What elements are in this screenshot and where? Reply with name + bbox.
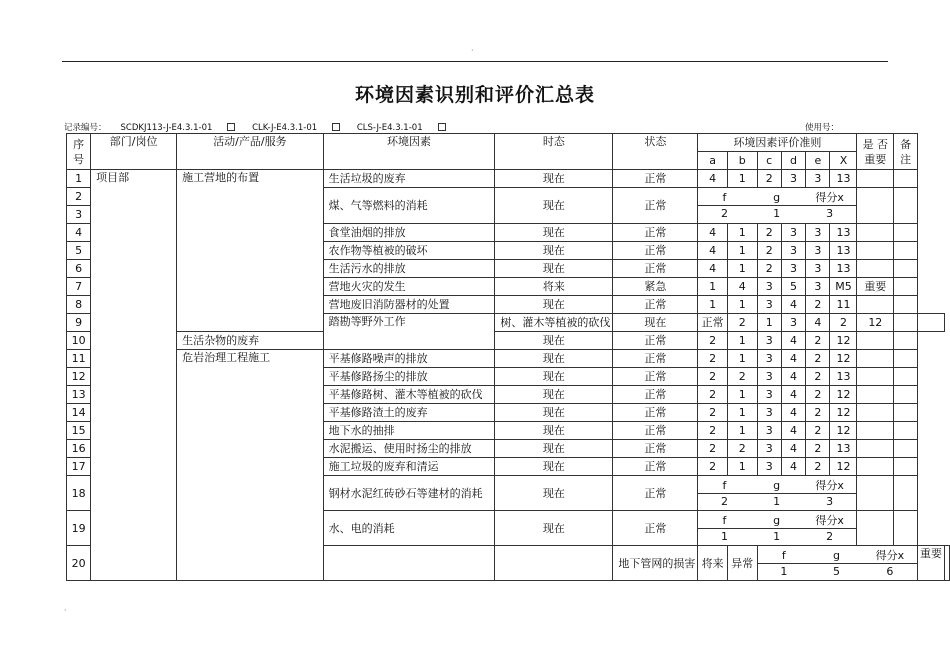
score-value: 3: [826, 207, 834, 220]
score-c: 3: [757, 368, 781, 386]
state: 正常: [613, 476, 698, 511]
environmental-factor: 煤、气等燃料的消耗: [323, 188, 495, 224]
state: 正常: [613, 170, 698, 188]
importance: 重要: [857, 278, 894, 296]
header-seq: 序 号: [67, 134, 91, 170]
row-number: 7: [67, 278, 91, 296]
score-a: 2: [698, 368, 728, 386]
score-b: 1: [757, 314, 781, 332]
row-number: 19: [67, 511, 91, 546]
importance: [857, 332, 894, 350]
score-a: 2: [698, 422, 728, 440]
activity-field-survey: 踏勘等野外工作: [323, 314, 495, 350]
importance: [857, 296, 894, 314]
environmental-factor: 生活垃圾的废弃: [323, 170, 495, 188]
score-d: 4: [781, 332, 805, 350]
g-label: g: [810, 548, 863, 564]
score-value: 2: [826, 529, 834, 543]
note: [894, 440, 918, 458]
score-x: 12: [830, 404, 857, 422]
note: [894, 386, 918, 404]
tense: 现在: [495, 260, 613, 278]
score-a: 2: [698, 386, 728, 404]
score-x: 12: [830, 386, 857, 404]
score-b: 1: [727, 350, 757, 368]
score-label: 得分x: [803, 478, 857, 494]
score-c: 2: [757, 170, 781, 188]
environmental-factor: 食堂油烟的排放: [323, 224, 495, 242]
f-label: f: [698, 513, 750, 529]
note: [894, 224, 918, 242]
state: 正常: [613, 188, 698, 224]
score-e: 2: [806, 404, 830, 422]
g-value: 1: [773, 529, 781, 543]
score-d: 4: [781, 458, 805, 476]
tense: 现在: [495, 224, 613, 242]
importance: [894, 314, 918, 332]
score-d: 4: [781, 368, 805, 386]
score-x: 13: [830, 260, 857, 278]
row-number: 9: [67, 314, 91, 332]
tense: 现在: [495, 440, 613, 458]
table-row: [67, 170, 950, 188]
score-b: 4: [727, 278, 757, 296]
header-a: a: [698, 152, 728, 170]
tense: 现在: [495, 422, 613, 440]
header-note: 备 注: [894, 134, 918, 170]
score-e: 2: [806, 422, 830, 440]
score-x: 13: [830, 242, 857, 260]
importance: [857, 224, 894, 242]
tense: 现在: [495, 242, 613, 260]
score-x: 13: [830, 440, 857, 458]
note: [894, 476, 918, 511]
g-value: 1: [773, 207, 781, 220]
score-a: 2: [698, 350, 728, 368]
score-label: 得分x: [803, 190, 857, 206]
score-a: 4: [698, 242, 728, 260]
note: [945, 546, 950, 581]
score-e: 3: [806, 260, 830, 278]
score-c: 3: [757, 458, 781, 476]
tense: 现在: [495, 404, 613, 422]
score-d: 3: [781, 224, 805, 242]
score-e: 3: [806, 170, 830, 188]
note: [894, 422, 918, 440]
score-e: 2: [806, 440, 830, 458]
importance: [857, 440, 894, 458]
importance: 重要: [918, 546, 945, 581]
tense: 现在: [495, 170, 613, 188]
score-e: 3: [806, 278, 830, 296]
row-number: 20: [67, 546, 91, 581]
score-e: 3: [806, 224, 830, 242]
environmental-factor: 水、电的消耗: [323, 511, 495, 546]
score-e: 2: [806, 386, 830, 404]
f-value: 1: [720, 529, 728, 543]
score-x: 13: [830, 368, 857, 386]
record-code-3: CLS-J-E4.3.1-01: [356, 123, 423, 133]
note: [894, 188, 918, 224]
tense: 将来: [495, 278, 613, 296]
importance: [857, 476, 894, 511]
score-e: 2: [806, 296, 830, 314]
note: [894, 170, 918, 188]
environmental-factor: 地下管网的损害: [613, 546, 698, 581]
row-number: 8: [67, 296, 91, 314]
tense: 现在: [495, 476, 613, 511]
row-number: 10: [67, 332, 91, 350]
score-d: 4: [781, 350, 805, 368]
score-a: 1: [698, 296, 728, 314]
state: 正常: [698, 314, 728, 332]
score-d: 4: [781, 386, 805, 404]
score-c: 2: [757, 242, 781, 260]
row-number: 3: [67, 206, 91, 224]
row-number: 17: [67, 458, 91, 476]
state: 正常: [613, 422, 698, 440]
note: [894, 260, 918, 278]
score-c: 3: [757, 440, 781, 458]
fg-score-table: [758, 548, 917, 579]
score-b: 1: [727, 386, 757, 404]
row-number: 14: [67, 404, 91, 422]
fg-score-cell: [698, 188, 857, 224]
score-a: 4: [698, 260, 728, 278]
score-a: 2: [698, 332, 728, 350]
activity-rock-treatment: 危岩治理工程施工: [177, 350, 324, 581]
checkbox-icon: [438, 123, 446, 131]
environmental-factor: 树、灌木等植被的砍伐: [495, 314, 613, 332]
row-number: 5: [67, 242, 91, 260]
importance: [857, 368, 894, 386]
activity-empty: [495, 546, 613, 581]
score-label: 得分x: [863, 548, 917, 564]
score-x: 12: [830, 458, 857, 476]
importance: [857, 386, 894, 404]
summary-table: [66, 133, 950, 581]
row-number: 13: [67, 386, 91, 404]
environmental-factor: 生活杂物的废弃: [177, 332, 324, 350]
fg-score-cell: [698, 476, 857, 511]
row-number: 11: [67, 350, 91, 368]
header-e: e: [806, 152, 830, 170]
score-a: 1: [698, 278, 728, 296]
department-cell: 项目部: [91, 170, 177, 581]
score-e: 2: [806, 458, 830, 476]
environmental-factor: 施工垃圾的废弃和清运: [323, 458, 495, 476]
header-d: d: [781, 152, 805, 170]
state: 正常: [613, 404, 698, 422]
importance: [857, 242, 894, 260]
score-b: 1: [727, 260, 757, 278]
note: [894, 350, 918, 368]
tense: 现在: [495, 386, 613, 404]
environmental-factor: 平基修路渣土的废弃: [323, 404, 495, 422]
row-number: 15: [67, 422, 91, 440]
environmental-factor: 农作物等植被的破坏: [323, 242, 495, 260]
score-b: 2: [727, 440, 757, 458]
environmental-factor: 营地废旧消防器材的处置: [323, 296, 495, 314]
note: [894, 368, 918, 386]
score-x: 12: [830, 350, 857, 368]
score-a: 2: [698, 458, 728, 476]
state: 正常: [613, 440, 698, 458]
header-activity: 活动/产品/服务: [177, 134, 324, 170]
score-b: 1: [727, 242, 757, 260]
score-x: 13: [830, 170, 857, 188]
header-state: 状态: [613, 134, 698, 170]
g-value: 5: [832, 564, 840, 578]
f-label: f: [698, 190, 750, 206]
importance: [857, 260, 894, 278]
row-number: 18: [67, 476, 91, 511]
f-label: f: [758, 548, 811, 564]
header-x: X: [830, 152, 857, 170]
fg-score-table: [698, 513, 856, 544]
score-c: 3: [757, 386, 781, 404]
record-number-line: [64, 121, 460, 133]
tense: 现在: [495, 350, 613, 368]
row-number: 2: [67, 188, 91, 206]
state: 正常: [613, 260, 698, 278]
f-value: 2: [720, 207, 728, 220]
header-important: 是 否 重要: [857, 134, 894, 170]
department-empty: [323, 546, 495, 581]
environmental-factor: 生活污水的排放: [323, 260, 495, 278]
activity-camp-layout: 施工营地的布置: [177, 170, 324, 332]
row-number: 16: [67, 440, 91, 458]
score-e: 3: [806, 242, 830, 260]
score-x: 13: [830, 224, 857, 242]
environmental-factor: 平基修路扬尘的排放: [323, 368, 495, 386]
f-value: 2: [720, 494, 728, 508]
score-a: 2: [698, 440, 728, 458]
score-b: 1: [727, 332, 757, 350]
top-mark: ·: [471, 46, 474, 55]
score-a: 2: [698, 404, 728, 422]
checkbox-icon: [332, 123, 340, 131]
note: [894, 458, 918, 476]
state: 正常: [613, 242, 698, 260]
environmental-factor: 钢材水泥红砖砂石等建材的消耗: [323, 476, 495, 511]
score-e: 2: [806, 332, 830, 350]
score-b: 1: [727, 296, 757, 314]
header-c: c: [757, 152, 781, 170]
top-rule: [62, 61, 888, 62]
g-label: g: [751, 478, 803, 494]
state: 正常: [613, 386, 698, 404]
bottom-mark: ·: [64, 606, 67, 615]
note: [918, 314, 945, 332]
score-value: 6: [886, 564, 894, 578]
state: 异常: [727, 546, 757, 581]
environmental-factor: 营地火灾的发生: [323, 278, 495, 296]
score-c: 2: [757, 224, 781, 242]
header-dept: 部门/岗位: [91, 134, 177, 170]
score-c: 3: [757, 350, 781, 368]
score-b: 1: [727, 224, 757, 242]
tense: 现在: [495, 368, 613, 386]
note: [894, 332, 918, 350]
fg-score-cell: [757, 546, 917, 581]
score-a: 4: [698, 224, 728, 242]
note: [894, 404, 918, 422]
header-criteria: 环境因素评价准则: [698, 134, 857, 152]
state: 正常: [613, 296, 698, 314]
score-b: 1: [727, 458, 757, 476]
state: 正常: [613, 368, 698, 386]
tense: 现在: [495, 511, 613, 546]
score-b: 1: [727, 404, 757, 422]
note: [894, 242, 918, 260]
score-d: 4: [781, 422, 805, 440]
record-code-2: CLK-J-E4.3.1-01: [252, 123, 318, 133]
score-d: 3: [781, 242, 805, 260]
environmental-factor: 平基修路树、灌木等植被的砍伐: [323, 386, 495, 404]
tense: 现在: [613, 314, 698, 332]
note: [894, 296, 918, 314]
state: 正常: [613, 350, 698, 368]
fg-score-table: [698, 190, 856, 221]
tense: 现在: [495, 188, 613, 224]
state: 正常: [613, 224, 698, 242]
row-number: 6: [67, 260, 91, 278]
tense: 现在: [495, 332, 613, 350]
score-value: 3: [826, 494, 834, 508]
tense: 将来: [698, 546, 728, 581]
score-c: 3: [757, 404, 781, 422]
row-number: 1: [67, 170, 91, 188]
score-a: 2: [727, 314, 757, 332]
page-title: 环境因素识别和评价汇总表: [354, 84, 595, 106]
importance: [857, 188, 894, 224]
importance: [857, 458, 894, 476]
g-value: 1: [773, 494, 781, 508]
score-d: 4: [781, 296, 805, 314]
score-a: 4: [698, 170, 728, 188]
record-number-label: 记录编号：: [64, 123, 107, 133]
score-x: 12: [830, 332, 857, 350]
table-row: [67, 350, 950, 368]
g-label: g: [751, 190, 803, 206]
score-e: 2: [830, 314, 857, 332]
header-b: b: [727, 152, 757, 170]
checkbox-icon: [227, 123, 235, 131]
record-code-1: SCDKJ113-J-E4.3.1-01: [120, 123, 213, 133]
fg-score-cell: [698, 511, 857, 546]
score-b: 2: [727, 368, 757, 386]
score-c: 3: [757, 278, 781, 296]
score-d: 3: [781, 260, 805, 278]
fg-score-table: [698, 478, 856, 509]
tense: 现在: [495, 458, 613, 476]
score-x: 12: [857, 314, 894, 332]
score-e: 2: [806, 350, 830, 368]
header-tense: 时态: [495, 134, 613, 170]
state: 正常: [613, 458, 698, 476]
environmental-factor: 平基修路噪声的排放: [323, 350, 495, 368]
g-label: g: [751, 513, 803, 529]
score-d: 4: [781, 404, 805, 422]
state: 正常: [613, 511, 698, 546]
importance: [857, 404, 894, 422]
score-d: 4: [781, 440, 805, 458]
environmental-factor: 水泥搬运、使用时扬尘的排放: [323, 440, 495, 458]
environmental-factor: 地下水的抽排: [323, 422, 495, 440]
score-c: 3: [757, 422, 781, 440]
score-c: 2: [757, 260, 781, 278]
use-number-label: 使用号：: [805, 123, 840, 133]
score-e: 2: [806, 368, 830, 386]
score-b: 1: [727, 170, 757, 188]
state: 紧急: [613, 278, 698, 296]
score-c: 3: [757, 332, 781, 350]
state: 正常: [613, 332, 698, 350]
table-row: [67, 332, 950, 350]
f-value: 1: [780, 564, 788, 578]
header-factor: 环境因素: [323, 134, 495, 170]
score-b: 1: [727, 422, 757, 440]
score-x: 11: [830, 296, 857, 314]
importance: [857, 511, 894, 546]
score-d: 5: [781, 278, 805, 296]
importance: [857, 170, 894, 188]
f-label: f: [698, 478, 750, 494]
row-number: 12: [67, 368, 91, 386]
importance: [857, 422, 894, 440]
score-d: 4: [806, 314, 830, 332]
score-c: 3: [757, 296, 781, 314]
tense: 现在: [495, 296, 613, 314]
importance: [857, 350, 894, 368]
score-label: 得分x: [803, 513, 857, 529]
note: [894, 511, 918, 546]
score-x: M5: [830, 278, 857, 296]
score-x: 12: [830, 422, 857, 440]
score-c: 3: [781, 314, 805, 332]
note: [894, 278, 918, 296]
row-number: 4: [67, 224, 91, 242]
score-d: 3: [781, 170, 805, 188]
